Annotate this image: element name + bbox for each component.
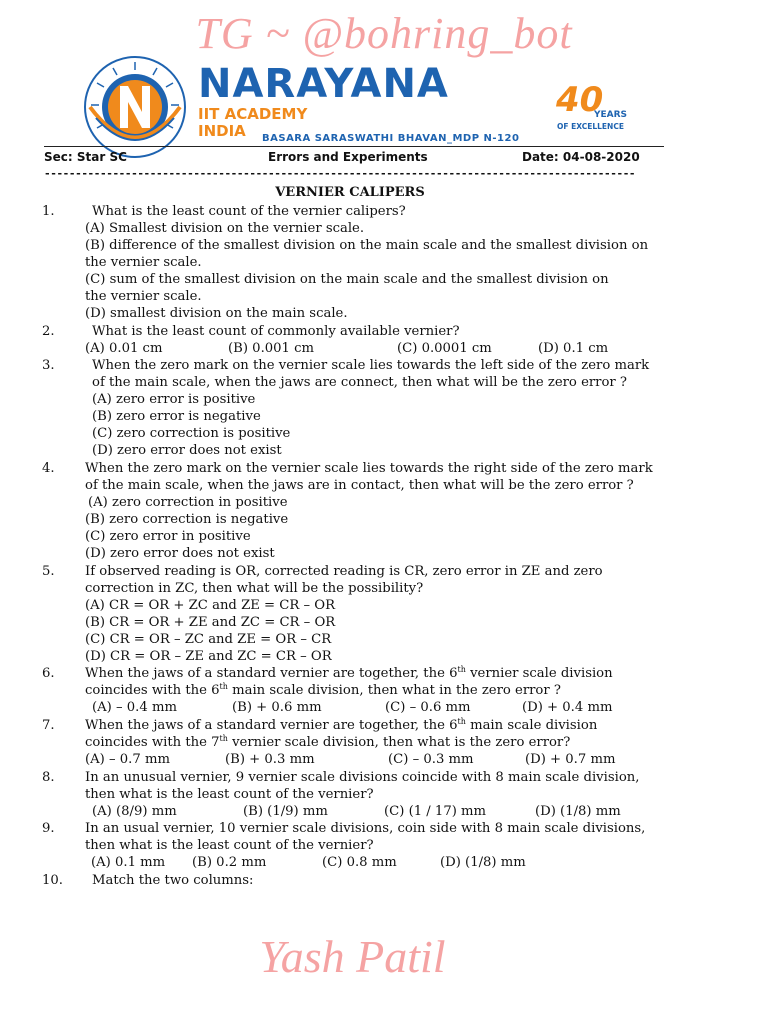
question-number: 10. xyxy=(42,873,63,888)
brand-name: NARAYANA xyxy=(198,61,449,107)
narayana-logo-icon xyxy=(80,50,190,160)
question-number: 6. xyxy=(42,666,55,681)
option-a: (A) 0.1 mm xyxy=(91,855,166,870)
option-b-cont: the vernier scale. xyxy=(85,255,202,270)
question-text: When the zero mark on the vernier scale lies towards the left side of the zero mark xyxy=(92,358,650,373)
option-a: (A) zero error is positive xyxy=(92,392,256,407)
question-number: 5. xyxy=(42,564,55,579)
option-b: (B) CR = OR + ZE and ZC = CR – OR xyxy=(85,615,336,630)
option-c: (C) 0.8 mm xyxy=(322,855,397,870)
option-c: (C) zero error in positive xyxy=(85,529,251,544)
option-a: (A) Smallest division on the vernier scale. xyxy=(85,221,365,236)
option-b: (B) (1/9) mm xyxy=(243,804,328,819)
question-text: When the jaws of a standard vernier are together, the 6th main scale division xyxy=(85,717,598,733)
years-number: 40 xyxy=(556,80,604,120)
option-a: (A) – 0.4 mm xyxy=(92,700,177,715)
brand-line-2: INDIA xyxy=(198,122,246,140)
question-number: 1. xyxy=(42,204,55,219)
option-b: (B) zero error is negative xyxy=(92,409,261,424)
option-a: (A) zero correction in positive xyxy=(88,495,288,510)
question-text-cont: correction in ZC, then what will be the possibility? xyxy=(85,581,424,596)
option-b: (B) 0.2 mm xyxy=(192,855,267,870)
subject-label: Errors and Experiments xyxy=(268,150,428,164)
option-b: (B) + 0.6 mm xyxy=(232,700,322,715)
option-c: (C) 0.0001 cm xyxy=(397,341,492,356)
watermark-bottom: Yash Patil xyxy=(259,931,446,982)
question-text: When the jaws of a standard vernier are together, the 6th vernier scale division xyxy=(85,665,613,681)
question-text: If observed reading is OR, corrected reading is CR, zero error in ZE and zero xyxy=(85,564,603,579)
question-number: 3. xyxy=(42,358,55,373)
option-b: (B) + 0.3 mm xyxy=(225,752,315,767)
question-number: 9. xyxy=(42,821,55,836)
question-text-cont: coincides with the 6th main scale division, then what in the zero error ? xyxy=(85,682,561,698)
question-text: Match the two columns: xyxy=(92,873,254,888)
question-text-cont: then what is the least count of the vernier? xyxy=(85,787,374,802)
option-c-cont: the vernier scale. xyxy=(85,289,202,304)
option-a: (A) (8/9) mm xyxy=(92,804,177,819)
question-number: 2. xyxy=(42,324,55,339)
question-text-cont: of the main scale, when the jaws are connect, then what will be the zero error ? xyxy=(92,375,627,390)
question-text: In an usual vernier, 10 vernier scale divisions, coin side with 8 main scale divisions, xyxy=(85,821,646,836)
question-text-cont: of the main scale, when the jaws are in contact, then what will be the zero error ? xyxy=(85,478,634,493)
question-text: In an unusual vernier, 9 vernier scale divisions coincide with 8 main scale division, xyxy=(85,770,640,785)
option-c: (C) sum of the smallest division on the main scale and the smallest division on xyxy=(85,272,609,287)
years-badge xyxy=(552,80,632,134)
page-title: VERNIER CALIPERS xyxy=(275,185,425,200)
option-a: (A) 0.01 cm xyxy=(85,341,163,356)
option-b: (B) zero correction is negative xyxy=(85,512,289,527)
option-d: (D) + 0.4 mm xyxy=(522,700,613,715)
question-text: When the zero mark on the vernier scale lies towards the right side of the zero mark xyxy=(85,461,653,476)
option-d: (D) zero error does not exist xyxy=(85,546,275,561)
question-text: What is the least count of the vernier calipers? xyxy=(92,204,406,219)
question-number: 4. xyxy=(42,461,55,476)
option-a: (A) CR = OR + ZC and ZE = CR – OR xyxy=(85,598,336,613)
brand-line-1: IIT ACADEMY xyxy=(198,105,308,123)
option-d: (D) CR = OR – ZE and ZC = CR – OR xyxy=(85,649,332,664)
brand-block xyxy=(198,62,449,140)
question-text-cont: then what is the least count of the vernier? xyxy=(85,838,374,853)
option-a: (A) – 0.7 mm xyxy=(85,752,170,767)
option-b: (B) difference of the smallest division on the main scale and the smallest division on xyxy=(85,238,649,253)
question-text-cont: coincides with the 7th vernier scale division, then what is the zero error? xyxy=(85,734,571,750)
question-number: 8. xyxy=(42,770,55,785)
question-number: 7. xyxy=(42,718,55,733)
campus-name: BASARA SARASWATHI BHAVAN_MDP N-120 xyxy=(262,133,520,144)
question-text: What is the least count of commonly available vernier? xyxy=(92,324,460,339)
option-d: (D) (1/8) mm xyxy=(535,804,621,819)
watermark-top: TG ~ @bohring_bot xyxy=(195,9,573,58)
years-word: YEARS xyxy=(594,110,628,120)
option-d: (D) zero error does not exist xyxy=(92,443,282,458)
header-divider xyxy=(44,146,664,147)
option-c: (C) CR = OR – ZC and ZE = OR – CR xyxy=(85,632,332,647)
date-label: Date: 04-08-2020 xyxy=(522,150,640,164)
option-c: (C) zero correction is positive xyxy=(92,426,291,441)
section-label: Sec: Star SC xyxy=(44,150,127,164)
option-d: (D) 0.1 cm xyxy=(538,341,609,356)
dashed-divider: ----------------------------------------------------------------------------------------------- xyxy=(44,167,636,180)
years-subtitle: OF EXCELLENCE xyxy=(557,122,624,131)
option-c: (C) – 0.3 mm xyxy=(388,752,474,767)
option-c: (C) (1 / 17) mm xyxy=(384,804,487,819)
option-d: (D) smallest division on the main scale. xyxy=(85,306,348,321)
option-d: (D) + 0.7 mm xyxy=(525,752,616,767)
option-d: (D) (1/8) mm xyxy=(440,855,526,870)
option-b: (B) 0.001 cm xyxy=(228,341,315,356)
option-c: (C) – 0.6 mm xyxy=(385,700,471,715)
